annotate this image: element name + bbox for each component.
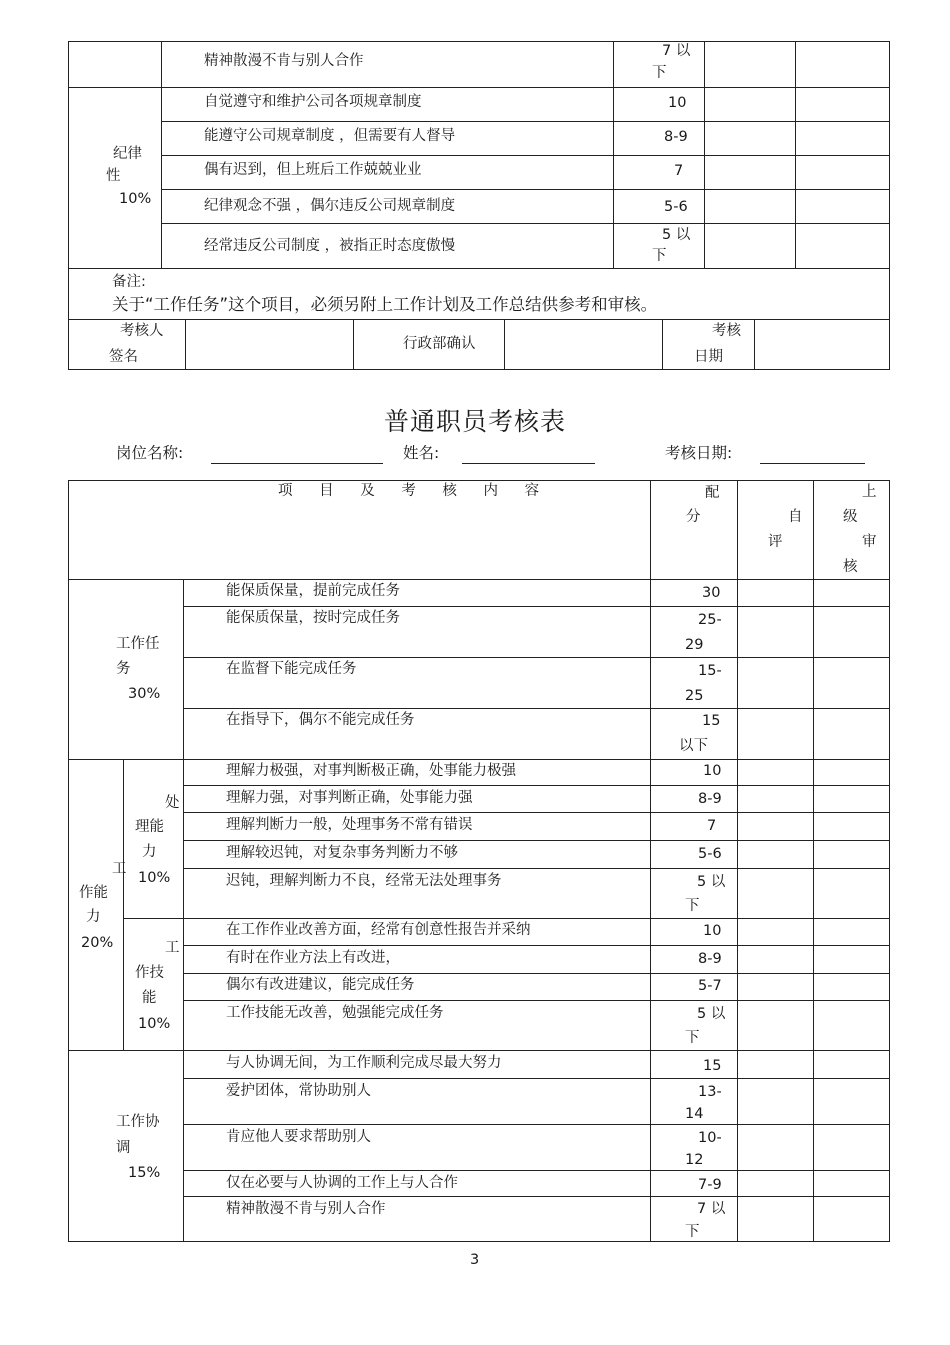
category-label: 务 <box>116 661 131 677</box>
score-text: 下 <box>685 898 700 914</box>
score-text: 5-7 <box>698 978 722 994</box>
divider <box>183 1170 890 1171</box>
divider <box>183 606 890 607</box>
score-text: 15 <box>703 1058 722 1074</box>
divider <box>161 121 890 122</box>
position-label: 岗位名称: <box>116 444 184 462</box>
item-text: 能遵守公司规章制度 ，但需要有人督导 <box>204 128 456 144</box>
item-text: 能保质保量，提前完成任务 <box>226 583 400 599</box>
score-text: 10- <box>698 1130 722 1146</box>
divider <box>183 973 890 974</box>
category-weight: 10% <box>119 191 152 207</box>
divider <box>183 1196 890 1197</box>
name-label: 姓名: <box>403 444 440 462</box>
subcategory-label: 工 <box>165 940 180 956</box>
score-text: 7 <box>674 163 684 179</box>
divider <box>650 480 651 1242</box>
divider <box>183 708 890 709</box>
category-label: 工 <box>112 861 127 877</box>
divider <box>123 759 124 1050</box>
divider <box>68 1050 890 1051</box>
score-text: 下 <box>685 1030 700 1046</box>
page-number: 3 <box>470 1252 480 1268</box>
score-text: 8-9 <box>698 791 722 807</box>
divider <box>813 480 814 1242</box>
item-text: 肯应他人要求帮助别人 <box>226 1129 371 1145</box>
category-label: 工作协 <box>116 1114 160 1130</box>
score-text: 10 <box>668 95 687 111</box>
admin-confirm-label: 行政部确认 <box>403 336 476 352</box>
item-text: 理解力强，对事判断正确，处事能力强 <box>226 790 473 806</box>
score-text: 29 <box>685 637 704 653</box>
header-score: 分 <box>686 509 701 525</box>
item-text: 工作技能无改善，勉强能完成任务 <box>226 1005 444 1021</box>
divider <box>183 785 890 786</box>
divider <box>68 268 890 269</box>
subcategory-label: 力 <box>142 844 157 860</box>
score-text: 8-9 <box>698 951 722 967</box>
header-superior: 审 <box>862 534 877 550</box>
divider <box>183 868 890 869</box>
position-field[interactable] <box>211 463 383 464</box>
divider <box>754 319 755 370</box>
date-label: 日期 <box>694 349 723 365</box>
score-text: 12 <box>685 1152 704 1168</box>
score-text: 10 <box>703 763 722 779</box>
divider <box>504 319 505 370</box>
name-field[interactable] <box>462 463 595 464</box>
divider <box>161 155 890 156</box>
item-text: 精神散漫不肯与别人合作 <box>226 1201 386 1217</box>
score-text: 10 <box>703 923 722 939</box>
divider <box>183 1078 890 1079</box>
item-text: 仅在必要与人协调的工作上与人合作 <box>226 1175 458 1191</box>
divider <box>737 480 738 1242</box>
divider <box>183 1124 890 1125</box>
reviewer-label: 签名 <box>109 349 138 365</box>
score-text: 以下 <box>679 738 708 754</box>
divider <box>68 87 890 88</box>
subcategory-label: 理能 <box>135 819 164 835</box>
item-text: 纪律观念不强 ，偶尔违反公司规章制度 <box>204 198 456 214</box>
item-text: 与人协调无间，为工作顺利完成尽最大努力 <box>226 1055 502 1071</box>
item-text: 自觉遵守和维护公司各项规章制度 <box>204 94 422 110</box>
score-text: 下 <box>685 1224 700 1240</box>
header-score: 配 <box>705 485 720 501</box>
subcategory-label: 处 <box>165 795 180 811</box>
score-text: 15 <box>702 713 721 729</box>
score-text: 14 <box>685 1106 704 1122</box>
score-text: 5-6 <box>664 199 688 215</box>
subcategory-label: 能 <box>142 990 157 1006</box>
score-text: 7 以 <box>662 43 691 59</box>
score-text: 30 <box>702 585 721 601</box>
divider <box>161 189 890 190</box>
divider <box>183 840 890 841</box>
item-text: 能保质保量，按时完成任务 <box>226 610 400 626</box>
divider <box>183 945 890 946</box>
item-text: 经常违反公司制度 ，被指正时态度傲慢 <box>204 238 456 254</box>
main-table-frame <box>68 480 890 1242</box>
divider <box>353 319 354 370</box>
score-text: 7 <box>707 818 717 834</box>
score-text: 5 以 <box>697 874 726 890</box>
subcategory-weight: 10% <box>138 1016 171 1032</box>
divider <box>123 918 890 919</box>
divider <box>183 812 890 813</box>
score-text: 7-9 <box>698 1177 722 1193</box>
subcategory-label: 作技 <box>135 965 164 981</box>
divider <box>161 223 890 224</box>
score-text: 5 以 <box>662 227 691 243</box>
divider <box>183 1000 890 1001</box>
item-text: 精神散漫不肯与别人合作 <box>204 53 364 69</box>
category-label: 性 <box>106 168 121 184</box>
divider <box>68 759 890 760</box>
review-date-field[interactable] <box>760 463 865 464</box>
header-content: 项 目 及 考 核 内 容 <box>278 483 551 499</box>
category-label: 作能 <box>79 885 108 901</box>
divider <box>183 657 890 658</box>
item-text: 偶有迟到，但上班后工作兢兢业业 <box>204 162 422 178</box>
item-text: 在指导下，偶尔不能完成任务 <box>226 712 415 728</box>
remark-label: 备注: <box>112 274 146 290</box>
remark-text: 关于“工作任务”这个项目，必须另附上工作计划及工作总结供参考和审核。 <box>112 295 658 314</box>
header-self: 评 <box>768 534 783 550</box>
score-text: 25- <box>698 612 722 628</box>
reviewer-label: 考核人 <box>120 323 164 339</box>
score-text: 13- <box>698 1084 722 1100</box>
score-text: 下 <box>652 65 667 81</box>
score-text: 25 <box>685 688 704 704</box>
header-superior: 上 <box>862 484 877 500</box>
score-text: 15- <box>698 663 722 679</box>
category-weight: 20% <box>81 935 114 951</box>
divider <box>183 579 184 1242</box>
header-superior: 核 <box>843 559 858 575</box>
category-label: 纪律 <box>113 146 142 162</box>
category-weight: 15% <box>128 1165 161 1181</box>
item-text: 在监督下能完成任务 <box>226 661 357 677</box>
date-label: 考核 <box>712 323 741 339</box>
header-superior: 级 <box>843 509 858 525</box>
category-label: 工作任 <box>116 636 160 652</box>
score-text: 5 以 <box>697 1006 726 1022</box>
item-text: 有时在作业方法上有改进， <box>226 950 400 966</box>
category-label: 调 <box>116 1140 131 1156</box>
item-text: 偶尔有改进建议，能完成任务 <box>226 977 415 993</box>
item-text: 在工作作业改善方面，经常有创意性报告并采纳 <box>226 922 531 938</box>
item-text: 迟钝，理解判断力不良，经常无法处理事务 <box>226 873 502 889</box>
form-title: 普通职员考核表 <box>383 407 566 436</box>
score-text: 下 <box>652 248 667 264</box>
top-table-frame <box>68 41 890 370</box>
divider <box>662 319 663 370</box>
divider <box>68 579 890 580</box>
divider <box>68 319 890 320</box>
category-label: 力 <box>86 909 101 925</box>
item-text: 理解判断力一般，处理事务不常有错误 <box>226 817 473 833</box>
category-weight: 30% <box>128 686 161 702</box>
item-text: 爱护团体，常协助别人 <box>226 1083 371 1099</box>
score-text: 7 以 <box>697 1201 726 1217</box>
score-text: 5-6 <box>698 846 722 862</box>
item-text: 理解较迟钝，对复杂事务判断力不够 <box>226 845 458 861</box>
header-self: 自 <box>788 509 803 525</box>
score-text: 8-9 <box>664 129 688 145</box>
item-text: 理解力极强，对事判断极正确，处事能力极强 <box>226 763 516 779</box>
subcategory-weight: 10% <box>138 870 171 886</box>
divider <box>185 319 186 370</box>
review-date-label: 考核日期: <box>665 444 733 462</box>
